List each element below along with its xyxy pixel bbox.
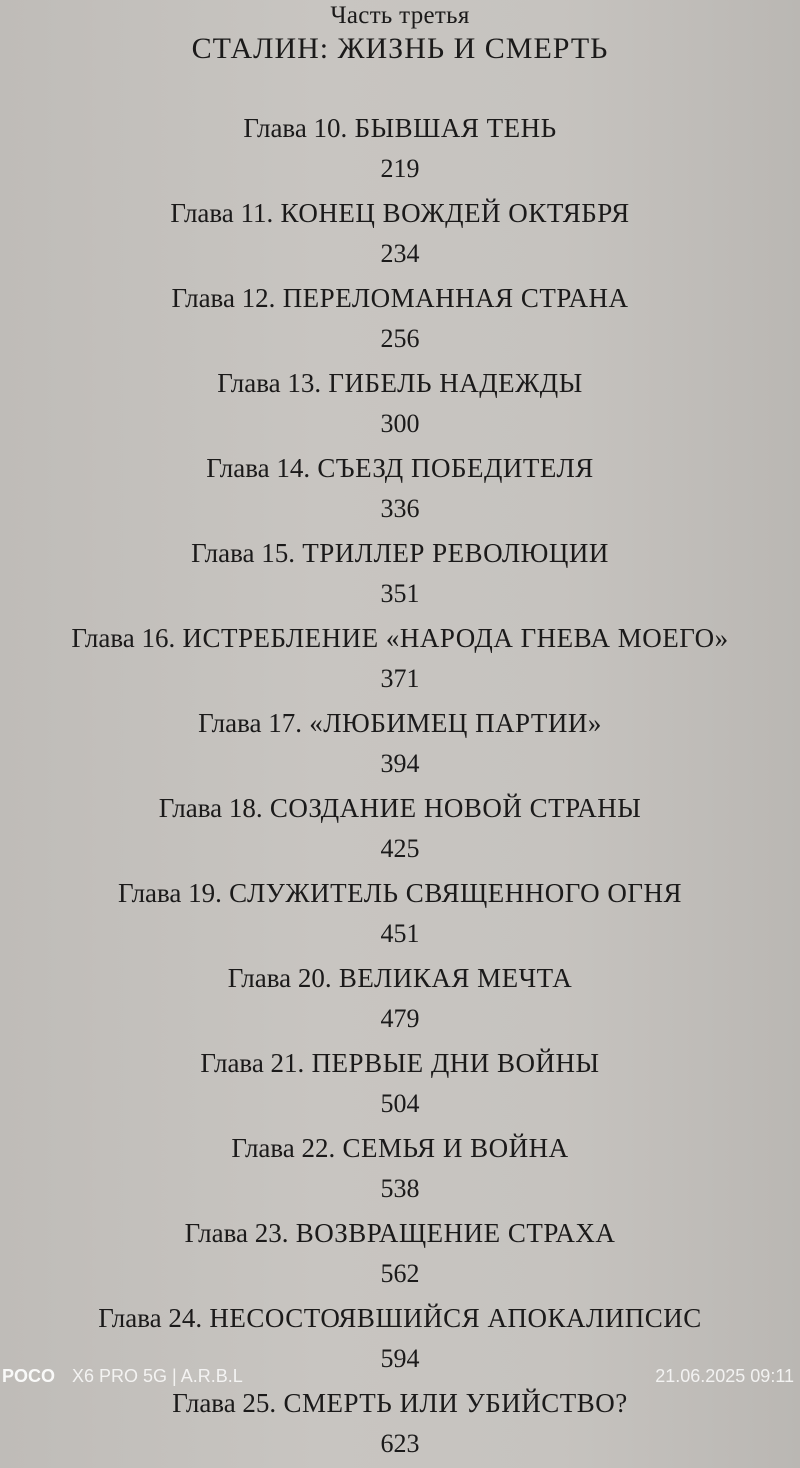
chapter-heading xyxy=(0,618,800,658)
chapter-title: «ЛЮБИМЕЦ ПАРТИИ» xyxy=(309,708,602,738)
chapter-label: Глава 17. xyxy=(198,708,302,738)
chapter-title: ВЕЛИКАЯ МЕЧТА xyxy=(338,963,573,993)
chapter-label: Глава 13. xyxy=(217,368,322,398)
chapter-page-number: 538 xyxy=(380,1174,420,1203)
toc-entry xyxy=(0,193,800,278)
chapter-heading xyxy=(0,1043,800,1083)
chapter-heading xyxy=(0,278,800,318)
camera-watermark xyxy=(0,1364,800,1390)
toc-entry xyxy=(0,1128,800,1213)
toc-entry xyxy=(0,1213,800,1298)
chapter-title: СЛУЖИТЕЛЬ СВЯЩЕННОГО ОГНЯ xyxy=(229,878,683,908)
chapter-page-number: 425 xyxy=(380,834,420,863)
chapter-page-number: 371 xyxy=(380,664,420,693)
chapter-label: Глава 11. xyxy=(170,198,274,228)
toc-entry xyxy=(0,1043,800,1128)
toc-entry xyxy=(0,618,800,703)
toc-entry xyxy=(0,278,800,363)
watermark-brand: POCO xyxy=(2,1366,56,1386)
chapter-page-number: 394 xyxy=(380,749,420,778)
chapter-heading xyxy=(0,193,800,233)
watermark-model: X6 PRO 5G | A.R.B.L xyxy=(72,1366,243,1386)
toc-entry xyxy=(0,363,800,448)
chapter-label: Глава 16. xyxy=(71,623,176,653)
chapter-title: НЕСОСТОЯВШИЙСЯ АПОКАЛИПСИС xyxy=(209,1303,702,1333)
chapter-heading xyxy=(0,1298,800,1338)
toc-entry xyxy=(0,448,800,533)
chapter-label: Глава 24. xyxy=(98,1303,203,1333)
chapter-heading xyxy=(0,1213,800,1253)
part-label: Часть третья xyxy=(330,2,470,29)
chapter-page-number: 351 xyxy=(380,579,420,608)
chapter-page-number: 336 xyxy=(380,494,420,523)
chapter-page-number: 234 xyxy=(380,239,420,268)
chapter-label: Глава 25. xyxy=(172,1388,277,1418)
chapter-page-number: 256 xyxy=(380,324,420,353)
chapter-title: ПЕРВЫЕ ДНИ ВОЙНЫ xyxy=(311,1048,600,1078)
chapter-page-number: 623 xyxy=(380,1429,420,1458)
chapter-label: Глава 10. xyxy=(243,113,348,143)
chapter-title: ГИБЕЛЬ НАДЕЖДЫ xyxy=(328,368,583,398)
chapter-page-number: 219 xyxy=(380,154,420,183)
chapter-label: Глава 18. xyxy=(158,793,263,823)
chapter-label: Глава 20. xyxy=(227,963,332,993)
chapter-title: БЫВШАЯ ТЕНЬ xyxy=(354,113,557,143)
chapter-page-number: 562 xyxy=(380,1259,420,1288)
chapter-heading xyxy=(0,873,800,913)
chapter-label: Глава 22. xyxy=(231,1133,336,1163)
chapter-title: ТРИЛЛЕР РЕВОЛЮЦИИ xyxy=(302,538,609,568)
part-title: СТАЛИН: ЖИЗНЬ И СМЕРТЬ xyxy=(191,32,609,65)
chapter-heading xyxy=(0,448,800,488)
chapter-label: Глава 14. xyxy=(206,453,311,483)
chapter-heading xyxy=(0,363,800,403)
chapter-heading xyxy=(0,1128,800,1168)
chapter-title: СОЗДАНИЕ НОВОЙ СТРАНЫ xyxy=(269,793,642,823)
table-of-contents xyxy=(0,108,800,1468)
chapter-heading xyxy=(0,533,800,573)
chapter-heading xyxy=(0,958,800,998)
chapter-page-number: 594 xyxy=(380,1344,420,1373)
chapter-page-number: 479 xyxy=(380,1004,420,1033)
chapter-label: Глава 15. xyxy=(191,538,296,568)
chapter-page-number: 451 xyxy=(380,919,420,948)
toc-entry xyxy=(0,108,800,193)
toc-entry xyxy=(0,873,800,958)
chapter-label: Глава 19. xyxy=(117,878,222,908)
chapter-title: СМЕРТЬ ИЛИ УБИЙСТВО? xyxy=(283,1388,628,1418)
chapter-title: ВОЗВРАЩЕНИЕ СТРАХА xyxy=(295,1218,616,1248)
chapter-label: Глава 21. xyxy=(200,1048,305,1078)
toc-entry xyxy=(0,1383,800,1468)
chapter-title: ПЕРЕЛОМАННАЯ СТРАНА xyxy=(282,283,629,313)
chapter-label: Глава 23. xyxy=(184,1218,289,1248)
toc-entry xyxy=(0,958,800,1043)
chapter-page-number: 504 xyxy=(380,1089,420,1118)
watermark-datetime: 21.06.2025 09:11 xyxy=(655,1366,794,1386)
chapter-label: Глава 12. xyxy=(171,283,276,313)
chapter-title: ИСТРЕБЛЕНИЕ «НАРОДА ГНЕВА МОЕГО» xyxy=(182,623,729,653)
chapter-heading xyxy=(0,108,800,148)
chapter-title: КОНЕЦ ВОЖДЕЙ ОКТЯБРЯ xyxy=(280,198,630,228)
chapter-title: СЪЕЗД ПОБЕДИТЕЛЯ xyxy=(317,453,594,483)
toc-entry xyxy=(0,788,800,873)
toc-entry xyxy=(0,533,800,618)
chapter-page-number: 300 xyxy=(380,409,420,438)
chapter-title: СЕМЬЯ И ВОЙНА xyxy=(342,1133,569,1163)
chapter-heading xyxy=(0,703,800,743)
toc-entry xyxy=(0,703,800,788)
chapter-heading xyxy=(0,788,800,828)
